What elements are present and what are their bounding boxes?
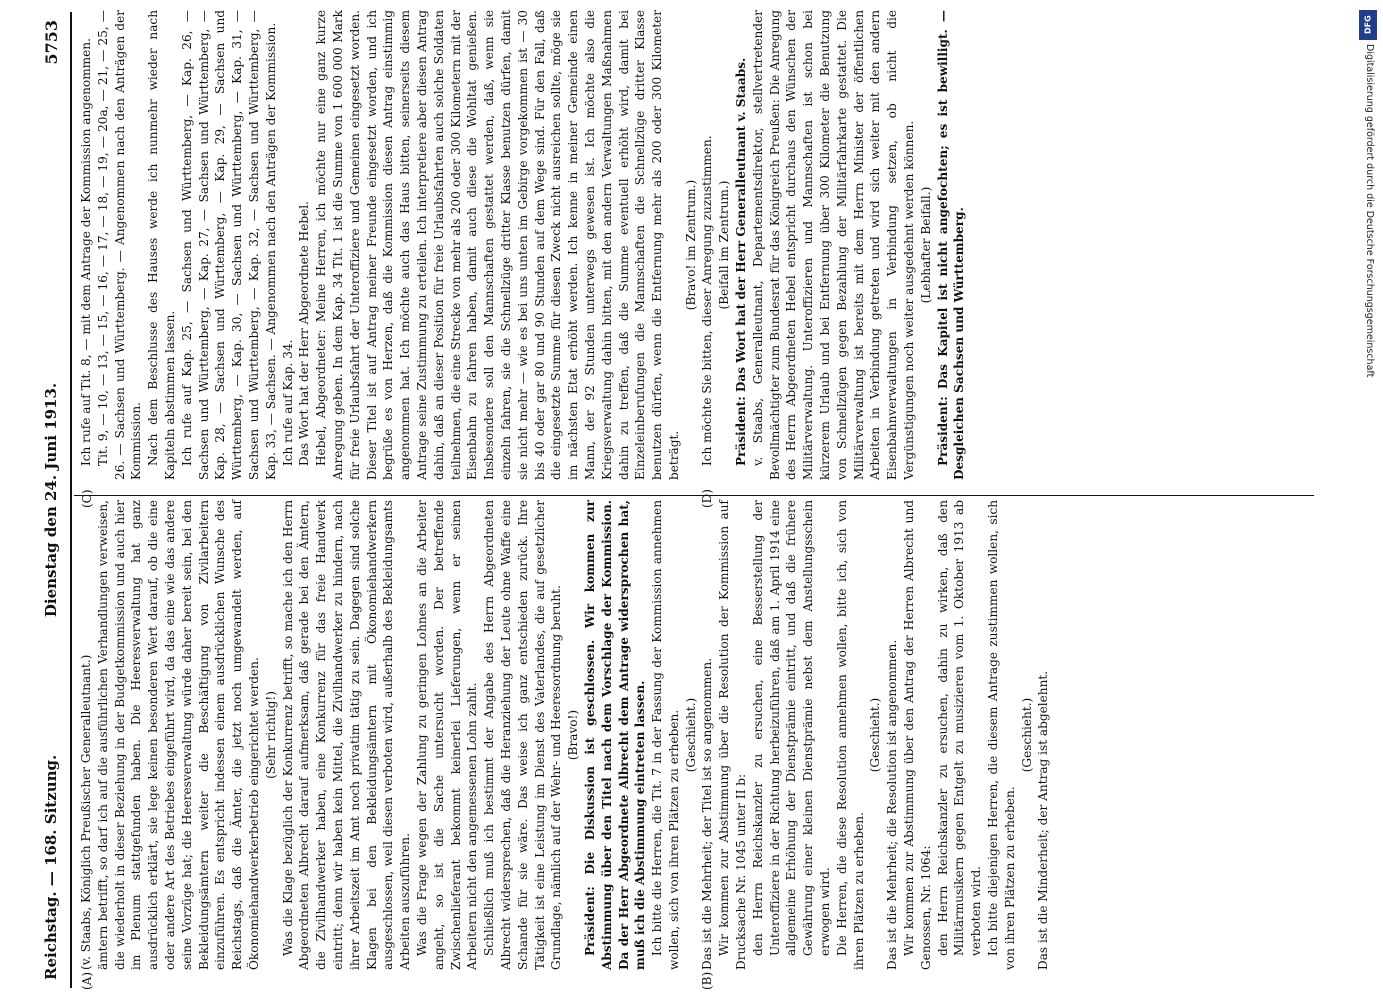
paragraph: Was die Frage wegen der Zahlung zu geringen Lohnes an die Arbeiter angeht, so ist die Sache untersucht worden. Der betreffende Zwischenlieferant bekommt keinerlei Lieferungen, wenn er seinen Arbeitern nicht den angemessenen Lohn zahlt.	[414, 500, 480, 970]
resolution-text: den Herrn Reichskanzler zu ersuchen, eine Besserstellung der Unteroffiziere in der Richtung herbeizuführen, daß am 1. April 1914 eine allgemeine Erhöhung der Dienstprämie eintritt, und daß die frühere Gewährung einer kleinen Dienstprämie nebst dem Anstellungsschein erwogen wird.	[750, 500, 833, 956]
paragraph: Ich rufe auf Tit. 8, — mit dem Antrage der Kommission angenommen.	[79, 38, 93, 466]
header-rule	[70, 12, 72, 988]
header-left: Reichstag. — 168. Sitzung.	[42, 754, 60, 980]
paragraph: Ich bitte diejenigen Herren, die diesem Antrage zustimmen wollen, sich von ihren Plätzen zu erheben.	[986, 500, 1017, 970]
left-column	[78, 500, 1052, 970]
interjection: (Lebhafter Beifall.)	[918, 186, 933, 304]
paragraph: Präsident: Das Kapitel ist nicht angefochten; es ist bewilligt. — Desgleichen Sachsen und Württemberg.	[935, 10, 967, 480]
paragraph: ämtern betrifft, so darf ich auf die ausführlichen Verhandlungen verweisen, die wiederholt in dieser Beziehung in der Budgetkommission und auch hier im Plenum stattgefunden haben. Die Heeresverwaltung hat ganz ausdrücklich erklärt, sie lege keinen besonderen Wert darauf, ob die eine oder andere Art des Betriebes eingeführt wird, da das eine wie das andere seine Vorzüge hat; die Heeresverwaltung würde daher bereit sein, bei den Bekleidungsämtern weiter die Beschäftigung von Zivilarbeitern einzuführen. Es entspricht indessen einem ausdrücklichen Wunsche des Reichstags, daß die Ämter, die jetzt noch umgewandelt werden, auf Ökonomiehandwerkerbetrieb eingerichtet werden.	[95, 500, 261, 970]
interjection: (Geschieht.)	[1019, 697, 1034, 773]
page-header	[42, 20, 68, 980]
interjection: (Geschieht.)	[868, 697, 883, 773]
paragraph: Wir kommen zur Abstimmung über die Resolution der Kommission auf Drucksache Nr. 1045 unter II b:	[717, 500, 749, 970]
paragraph: Wir kommen zur Abstimmung über den Antrag der Herren Albrecht und Genossen, Nr. 1064:	[902, 500, 933, 970]
interjection: (Sehr richtig!)	[263, 691, 278, 779]
margin-marker-a: (A)	[80, 971, 94, 990]
margin-marker-c: (C)	[80, 489, 94, 508]
page-number: 5753	[42, 20, 61, 65]
right-column	[78, 10, 968, 480]
interjection: (Bravo!)	[566, 709, 581, 761]
motion-text: den Herrn Reichskanzler zu ersuchen, dahin zu wirken, daß den Militärmusikern gegen Entgelt zu musizieren vom 1. Oktober 1913 ab verboten wird.	[935, 500, 984, 956]
speech-paragraph: Hebel, Abgeordneter: Meine Herren, ich möchte nur eine ganz kurze Anregung geben. In dem Kap. 34 Tit. 1 ist die Summe von 1 600 000 Mark für freie Urlaubsfahrt der Unteroffiziere und Gemeinen eingesetzt worden. Dieser Titel ist auf Antrag meiner Freunde eingesetzt worden, und ich begrüße es von Herzen, daß die Kommission diesen Antrag einstimmig angenommen hat. Ich möchte auch das Haus bitten, seinerseits diesem Antrage seine Zustimmung zu erteilen. Ich interpretiere aber diesen Antrag dahin, daß an dieser Position für freie Urlaubsfahrten auch solche Soldaten teilnehmen, die eine Strecke von mehr als 200 oder 300 Kilometern mit der Eisenbahn zu fahren haben, damit auch diese die Wohltat genießen. Insbesondere soll den Mannschaften gestattet werden, daß, wenn sie einzeln fahren, sie die Schnellzüge dritter Klasse benutzen dürfen, damit sie nicht mehr — wie es bei uns unten im Gebirge vorgekommen ist — 30 bis 40 oder gar 80 und 90 Stunden auf dem Wege sind. Für den Fall, daß die eingesetzte Summe für diesen Zweck nicht ausreichen sollte, möge sie im nächsten Etat erhöht werden. Ich kenne in meiner Gemeinde einen Mann, der 92 Stunden unterwegs gewesen ist. Ich möchte also die Kriegsverwaltung dahin bitten, mit den andern Verwaltungen Maßnahmen dahin zu treffen, daß die Summe eventuell erhöht wird, damit bei Einzeleinberufungen die Mannschaften die Schnellzüge dritter Klasse benutzen dürfen, wenn die Entfernung mehr als 200 oder 300 Kilometer beträgt.	[314, 10, 681, 480]
paragraph: Präsident: Die Diskussion ist geschlossen. Wir kommen zur Abstimmung über den Titel nach dem Vorschlage der Kommission. Da der Herr Abgeordnete Albrecht dem Antrage widersprochen hat, muß ich die Abstimmung eintreten lassen.	[582, 500, 648, 970]
paragraph: Ich rufe auf Kap. 25, — Sachsen und Württemberg, — Kap. 26, — Sachsen und Württemberg, — Kap. 27, — Sachsen und Württemberg, — Kap. 28, — Sachsen und Württemberg, — Kap. 29, — Sachsen und Württemberg, — Kap. 30, — Sachsen und Württemberg, — Kap. 31, — Sachsen und Württemberg, — Kap. 32, — Sachsen und Württemberg, — Kap. 33, — Sachsen. — Angenommen nach den Anträgen der Kommission.	[179, 10, 278, 480]
paragraph: Das Wort hat der Herr Abgeordnete Hebel.	[297, 201, 312, 466]
paragraph: Was die Klage bezüglich der Konkurrenz betrifft, so mache ich den Herrn Abgeordneten Albrecht darauf aufmerksam, daß gerade bei den Ämtern, die Zivilhandwerker haben, eine Konkurrenz für das freie Handwerk eintritt; denn wir haben kein Mittel, die Zivilhandwerker zu hindern, nach ihrer Arbeitszeit im Amt noch privatim tätig zu sein. Dagegen sind solche Klagen bei den Bekleidungsämtern mit Ökonomiehandwerkern ausgeschlossen, weil diesen verboten wird, außerhalb des Bekleidungsamts Arbeiten auszuführen.	[280, 500, 413, 970]
interjection: (Bravo! im Zentrum.)	[683, 179, 698, 311]
paragraph: Tit. 9, — 10, — 13, — 15, — 16, — 17, — 18, — 19, — 20a, — 21, — 25, — 26. — Sachsen und Württemberg. — Angenommen nach den Anträgen der Kommission.	[95, 10, 144, 480]
header-center: Dienstag den 24. Juni 1913.	[42, 382, 60, 618]
paragraph: Die Herren, die diese Resolution annehmen wollen, bitte ich, sich von ihren Plätzen zu erheben.	[834, 500, 866, 970]
paragraph: Das ist die Minderheit; der Antrag ist abgelehnt.	[1036, 670, 1051, 970]
paragraph: Ich möchte Sie bitten, dieser Anregung zuzustimmen.	[700, 135, 715, 466]
paragraph: Ich rufe auf Kap. 34.	[280, 339, 295, 466]
margin-marker-b: (B)	[700, 971, 714, 990]
dfg-watermark	[1357, 4, 1379, 996]
margin-marker-d: (D)	[700, 489, 714, 508]
interjection: (Beifall im Zentrum.)	[717, 180, 732, 310]
paragraph: Präsident: Das Wort hat der Herr Generalleutnant v. Staabs.	[734, 57, 749, 466]
paragraph: Ich bitte die Herren, die Tit. 7 in der Fassung der Kommission annehmen wollen, sich von ihren Plätzen zu erheben.	[650, 500, 681, 970]
paragraph: Das ist die Mehrheit; die Resolution ist angenommen.	[885, 639, 900, 970]
paragraph: (v. Staabs, Königlich Preußischer Generalleutnant.)	[79, 654, 93, 970]
interjection: (Geschieht.)	[683, 697, 698, 773]
dfg-logo: DFG	[1359, 10, 1377, 40]
paragraph: Das ist die Mehrheit; der Titel ist so angenommen.	[700, 657, 715, 970]
paragraph: Nach dem Beschlusse des Hauses werde ich nunmehr wieder nach Kapiteln abstimmen lassen.	[146, 10, 177, 480]
dfg-credit-text: Digitalisierung gefördert durch die Deutsche Forschungsgemeinschaft	[1364, 44, 1375, 378]
speech-paragraph: v. Staabs, Generalleutnant, Departementsdirektor, stellvertretender Bevollmächtigter zum Bundesrat für das Königreich Preußen: Die Anregung des Herrn Abgeordneten Hebel entspricht durchaus den Wünschen der Militärverwaltung. Unteroffizieren und Mannschaften ist schon bei kürzerem Urlaub und bei Entfernung über 300 Kilometer die Benutzung von Schnellzügen gegen Bezahlung der Militärfahrkarte gestattet. Die Militärverwaltung ist bereits mit dem Herrn Minister der öffentlichen Arbeiten in Verbindung getreten und wird sich weiter mit den andern Eisenbahnverwaltungen in Verbindung setzen, ob nicht die Vergünstigungen noch weiter ausgedehnt werden können.	[750, 10, 917, 480]
paragraph: Schließlich muß ich bestimmt der Angabe des Herrn Abgeordneten Albrecht widersprechen, daß die Heranziehung der Leute ohne Waffe eine Schande für sie wäre. Das weise ich ganz entschieden zurück. Ihre Tätigkeit ist eine Leistung im Dienst des Vaterlandes, die auf gesetzlicher Grundlage, nämlich auf der Wehr- und Heeresordnung beruht.	[482, 500, 564, 970]
column-divider	[74, 495, 1314, 496]
